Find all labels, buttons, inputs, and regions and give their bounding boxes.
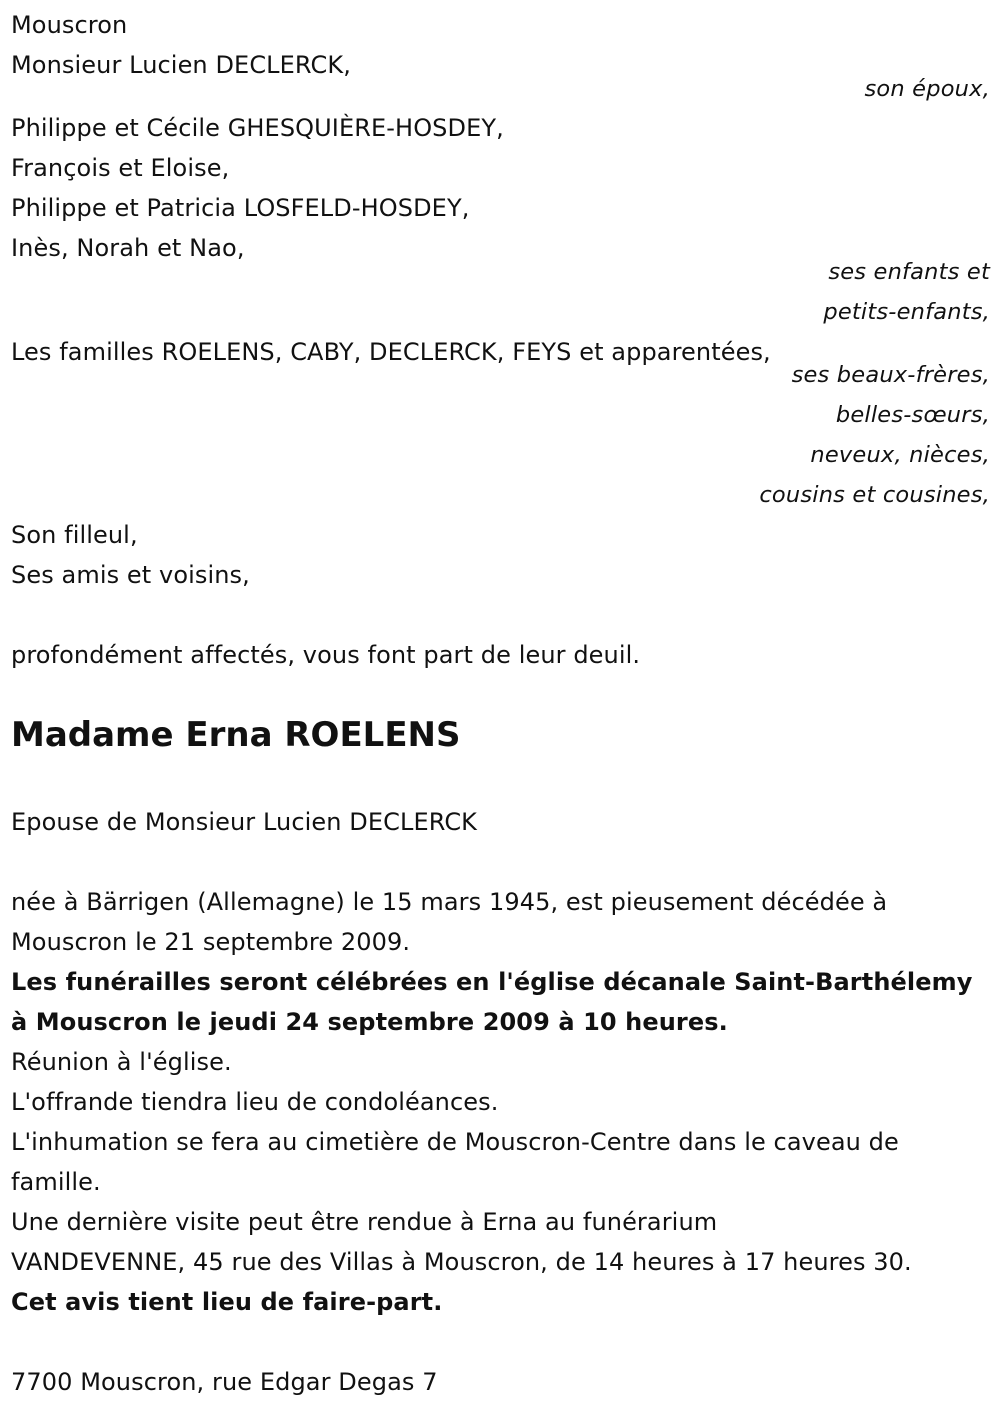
families-role: belles-sœurs, [835, 402, 990, 428]
children-role: petits-enfants, [823, 299, 990, 325]
info-line: Réunion à l'église. [11, 1048, 232, 1076]
info-line: L'offrande tiendra lieu de condoléances. [11, 1088, 499, 1116]
friends-line: Ses amis et voisins, [11, 561, 250, 589]
deceased-name: Madame Erna ROELENS [11, 715, 461, 755]
families-role: cousins et cousines, [759, 482, 990, 508]
info-line: Une dernière visite peut être rendue à Erna au funérarium [11, 1208, 718, 1236]
address-line: 7700 Mouscron, rue Edgar Degas 7 [11, 1368, 438, 1396]
funeral-line: à Mouscron le jeudi 24 septembre 2009 à 10 heures. [11, 1008, 728, 1036]
funeral-line: Les funérailles seront célébrées en l'église décanale Saint-Barthélemy [11, 968, 973, 996]
child-line: Philippe et Patricia LOSFELD-HOSDEY, [11, 194, 470, 222]
info-line: L'inhumation se fera au cimetière de Mouscron-Centre dans le caveau de [11, 1128, 899, 1156]
announcement-line: profondément affectés, vous font part de leur deuil. [11, 641, 641, 669]
husband-role: son époux, [864, 76, 990, 102]
godson-line: Son filleul, [11, 521, 138, 549]
death-line: Mouscron le 21 septembre 2009. [11, 928, 411, 956]
child-line: François et Eloise, [11, 154, 230, 182]
city-heading: Mouscron [11, 11, 128, 39]
families-role: ses beaux-frères, [791, 362, 990, 388]
husband-line: Monsieur Lucien DECLERCK, [11, 51, 351, 79]
spouse-line: Epouse de Monsieur Lucien DECLERCK [11, 808, 478, 836]
families-role: neveux, nièces, [810, 442, 990, 468]
info-line: famille. [11, 1168, 101, 1196]
child-line: Inès, Norah et Nao, [11, 234, 245, 262]
info-line: VANDEVENNE, 45 rue des Villas à Mouscron, de 14 heures à 17 heures 30. [11, 1248, 912, 1276]
children-role: ses enfants et [828, 259, 990, 285]
notice-line: Cet avis tient lieu de faire-part. [11, 1288, 443, 1316]
families-line: Les familles ROELENS, CABY, DECLERCK, FEYS et apparentées, [11, 338, 771, 366]
child-line: Philippe et Cécile GHESQUIÈRE-HOSDEY, [11, 114, 504, 142]
birth-line: née à Bärrigen (Allemagne) le 15 mars 1945, est pieusement décédée à [11, 888, 888, 916]
